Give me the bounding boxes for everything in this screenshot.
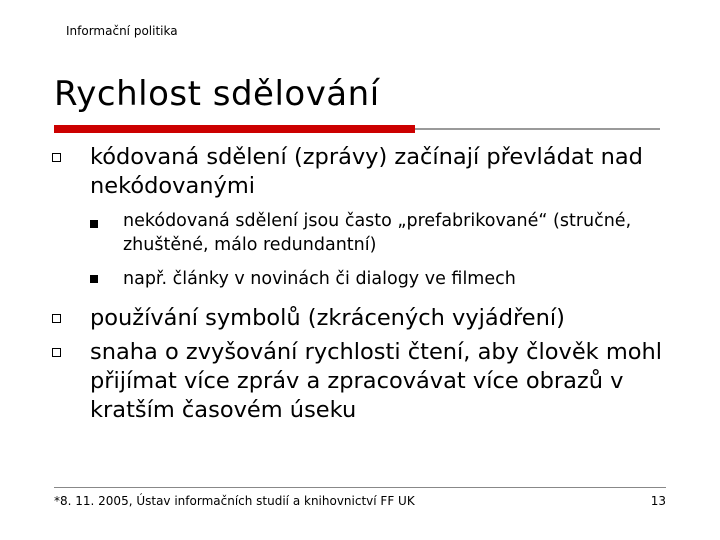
footer-text: *8. 11. 2005, Ústav informačních studií a knihovnictví FF UK xyxy=(54,494,415,508)
sub-bullet-text-1: nekódovaná sdělení jsou často „prefabrikované“ (stručné, zhuštěné, málo redundantní) xyxy=(123,211,632,255)
bullet-text-2: používání symbolů (zkrácených vyjádření) xyxy=(90,305,565,331)
solid-square-bullet-icon xyxy=(90,220,98,228)
solid-square-bullet-icon xyxy=(90,275,98,283)
page-number: 13 xyxy=(650,494,666,508)
hollow-square-bullet-icon xyxy=(52,348,61,357)
slide-title: Rychlost sdělování xyxy=(54,74,380,114)
footer-rule xyxy=(54,487,666,488)
bullet-text-1: kódovaná sdělení (zprávy) začínají převládat nad nekódovanými xyxy=(90,144,643,199)
sub-bullet-text-2: např. články v novinách či dialogy ve filmech xyxy=(123,269,516,289)
title-rule-extension xyxy=(415,128,660,130)
title-rule xyxy=(54,125,415,133)
hollow-square-bullet-icon xyxy=(52,314,61,323)
header-label: Informační politika xyxy=(66,24,178,38)
hollow-square-bullet-icon xyxy=(52,153,61,162)
bullet-text-3: snaha o zvyšování rychlosti čtení, aby člověk mohl přijímat více zpráv a zpracovávat více obrazů v kratším časovém úseku xyxy=(90,339,663,423)
